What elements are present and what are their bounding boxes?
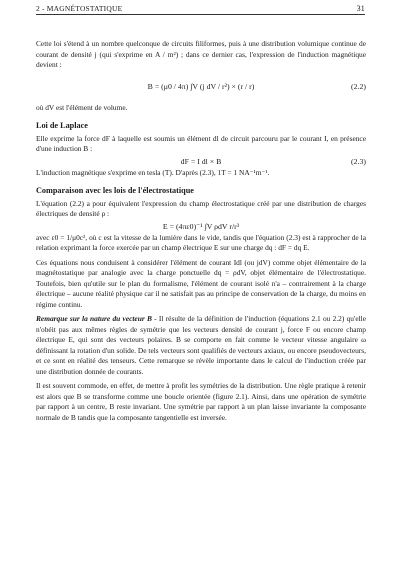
- section-heading-laplace: Loi de Laplace: [36, 121, 88, 130]
- chapter-title: 2 - MAGNÉTOSTATIQUE: [36, 4, 123, 13]
- paragraph-remark: [36, 314, 366, 377]
- paragraph-epsilon: avec ε0 = 1/μ0c², où c est la vitesse de la lumière dans le vide, tandis que l'équation (2.3) est à rapprocher de la relation exprimant la force exercée par un champ électrique E sur une charge dq : dF = dq E.: [36, 232, 366, 252]
- equation-text: B = (μ0 / 4π) ∫V (j dV / r²) × (r / r): [147, 81, 255, 91]
- paragraph-comparison: L'équation (2.2) a pour équivalent l'expression du champ électrostatique créé par une distribution de charges électriques de densité ρ :: [36, 198, 366, 218]
- paragraph-current-element: Ces équations nous conduisent à considérer l'élément de courant Idl (ou jdV) comme objet élémentaire de la magnétostatique par analogie avec la charge ponctuelle dq = ρdV, objet élémentaire de l'électrostatique. Toutefois, bien qu'utile sur le plan du formalisme, l'élément de courant isolé n'a – contrairement à la charge électrique – aucune réalité physique car il ne satisfait pas au principe de conservation de la charge, du moins en régime continu.: [36, 257, 366, 309]
- equation-2-3: [36, 155, 366, 168]
- equation-electrostatic: [36, 220, 366, 233]
- paragraph-symmetry: Il est souvent commode, en effet, de mettre à profit les symétries de la distribution. Une règle pratique à retenir est alors que B se transforme comme une boucle orientée (figure 2.1). Ainsi, dans une opération de symétrie par rapport à un centre, B reste invariant. Une symétrie par rapport à un plan laisse invariante la composante normale de B tandis que la composante tangentielle est inversée.: [36, 381, 366, 422]
- running-header: [36, 2, 365, 14]
- paragraph-volume-element: où dV est l'élément de volume.: [36, 102, 128, 112]
- equation-number: (2.3): [351, 156, 366, 166]
- equation-2-2: [36, 72, 366, 102]
- remark-title: Remarque sur la nature du vecteur B: [36, 314, 152, 323]
- section-heading-comparison: Comparaison avec les lois de l'électrostatique: [36, 186, 194, 195]
- page-body: [36, 39, 366, 423]
- header-rule: [36, 14, 365, 15]
- page-number: 31: [356, 4, 365, 13]
- paragraph-laplace: Elle exprime la force dF à laquelle est soumis un élément dl de circuit parcouru par le courant I, en présence d'une induction B :: [36, 133, 366, 153]
- equation-text: dF = I dl × B: [180, 156, 222, 166]
- equation-number: (2.2): [351, 81, 366, 91]
- equation-text: E = (4πε0)⁻¹ ∫V ρdV r/r³: [162, 221, 240, 231]
- paragraph-tesla: L'induction magnétique s'exprime en tesla (T). D'après (2.3), 1T = 1 NA⁻¹m⁻¹.: [36, 167, 270, 177]
- remark-text: - Il résulte de la définition de l'induction (équations 2.1 ou 2.2) qu'elle n'obéit pas aux mêmes règles de symétrie que les vecteurs densité de courant j, force F ou encore champ électrique E, qui sont des vecteurs polaires. B se comporte en fait comme le vecteur vitesse angulaire ω définissant la rotation d'un solide. De tels vecteurs sont qualifiés de vecteurs axiaux, ou encore pseudovecteurs, et ce sont en réalité des tenseurs. Cette remarque se révèle importante dans le calcul de l'induction créée par une distribution donnée de courants.: [36, 314, 366, 376]
- paragraph-intro: Cette loi s'étend à un nombre quelconque de circuits filiformes, puis à une distribution volumique continue de courant de densité j (qui s'exprime en A / m²) ; dans ce dernier cas, l'expression de l'induction magnétique devient :: [36, 39, 366, 69]
